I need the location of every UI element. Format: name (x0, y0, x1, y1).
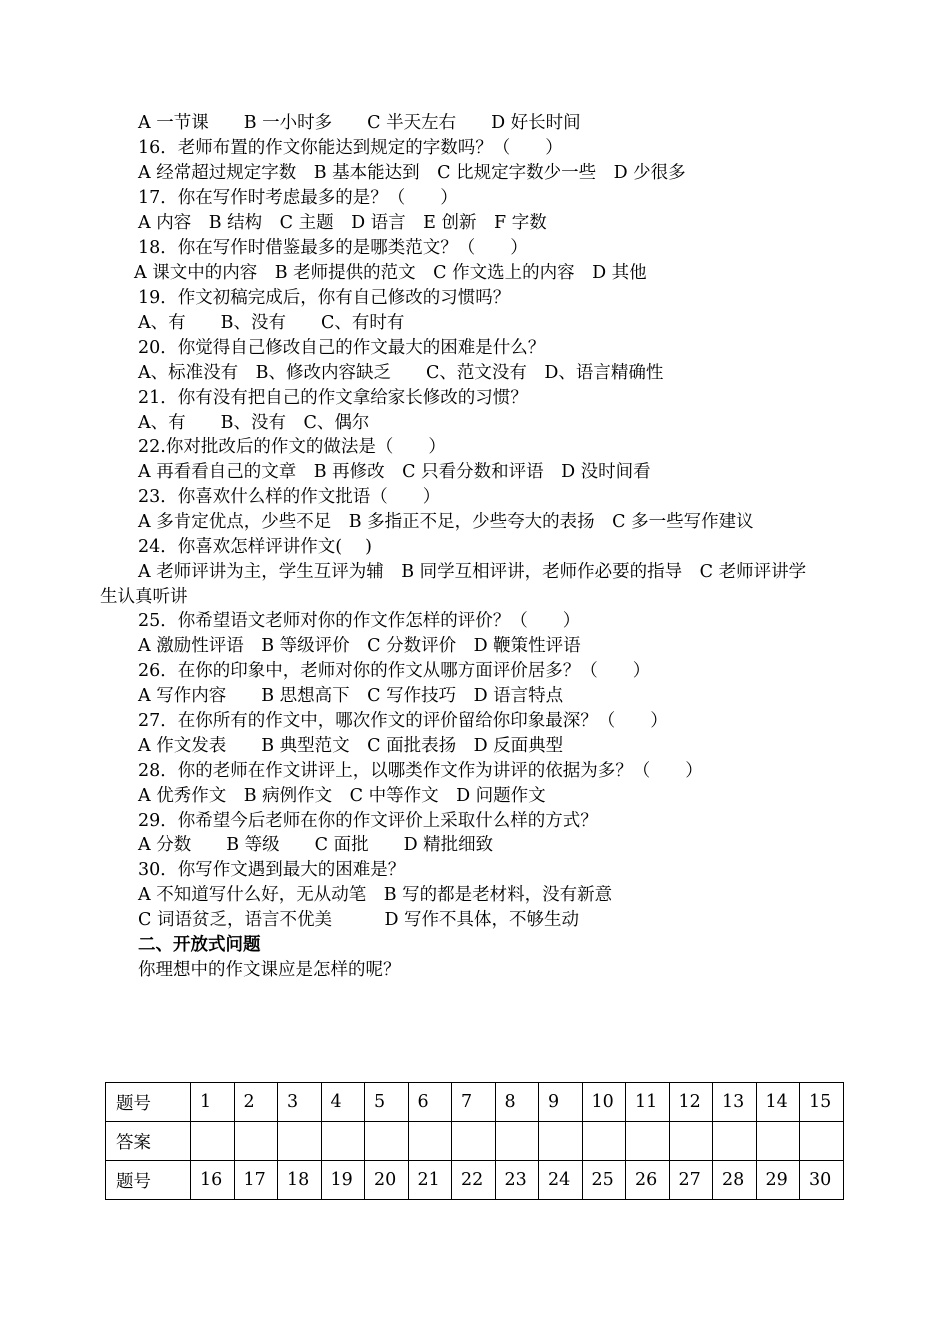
table-row (106, 1161, 844, 1200)
q18-options: A 课文中的内容 B 老师提供的范文 C 作文选上的内容 D 其他 (134, 263, 647, 283)
answer-cell (278, 1122, 322, 1161)
table-cell: 13 (713, 1083, 757, 1122)
answer-cell (800, 1122, 844, 1161)
q28-question: 28．你的老师在作文讲评上，以哪类作文作为讲评的依据为多？（ ） (138, 761, 703, 781)
answer-cell (452, 1122, 496, 1161)
answer-cell (669, 1122, 713, 1161)
q21-options: A、有 B、没有 C、偶尔 (138, 413, 370, 433)
table-header-cell: 题号 (106, 1083, 191, 1122)
q17-options: A 内容 B 结构 C 主题 D 语言 E 创新 F 字数 (138, 213, 547, 233)
answer-cell (756, 1122, 800, 1161)
table-cell: 16 (191, 1161, 235, 1200)
q24-question: 24．你喜欢怎样评讲作文( ) (138, 537, 372, 557)
table-header-cell: 答案 (106, 1122, 191, 1161)
table-cell: 18 (278, 1161, 322, 1200)
table-cell: 4 (321, 1083, 365, 1122)
answer-table (105, 1082, 844, 1200)
table-row (106, 1083, 844, 1122)
q23-options: A 多肯定优点，少些不足 B 多指正不足，少些夸大的表扬 C 多一些写作建议 (138, 512, 754, 532)
table-cell: 27 (669, 1161, 713, 1200)
q24-options-continued: 生认真听讲 (100, 587, 188, 607)
q20-options: A、标准没有 B、修改内容缺乏 C、范文没有 D、语言精确性 (138, 363, 664, 383)
table-cell: 25 (582, 1161, 626, 1200)
q26-question: 26．在你的印象中，老师对你的作文从哪方面评价居多？（ ） (138, 661, 651, 681)
q30-options-line1: A 不知道写什么好，无从动笔 B 写的都是老材料，没有新意 (138, 885, 613, 905)
answer-cell (191, 1122, 235, 1161)
table-cell: 30 (800, 1161, 844, 1200)
q22-question: 22.你对批改后的作文的做法是（ ） (138, 437, 446, 457)
table-cell: 23 (495, 1161, 539, 1200)
q15-options: A 一节课 B 一小时多 C 半天左右 D 好长时间 (138, 113, 581, 133)
answer-cell (408, 1122, 452, 1161)
table-cell: 5 (365, 1083, 409, 1122)
q22-options: A 再看看自己的文章 B 再修改 C 只看分数和评语 D 没时间看 (138, 462, 651, 482)
table-cell: 21 (408, 1161, 452, 1200)
q26-options: A 写作内容 B 思想高下 C 写作技巧 D 语言特点 (138, 686, 564, 706)
q27-question: 27．在你所有的作文中，哪次作文的评价留给你印象最深？（ ） (138, 711, 668, 731)
table-cell: 14 (756, 1083, 800, 1122)
table-cell: 3 (278, 1083, 322, 1122)
open-question: 你理想中的作文课应是怎样的呢？ (138, 960, 401, 980)
table-cell: 7 (452, 1083, 496, 1122)
q30-question: 30．你写作文遇到最大的困难是？ (138, 860, 406, 880)
q27-options: A 作文发表 B 典型范文 C 面批表扬 D 反面典型 (138, 736, 564, 756)
answer-cell (582, 1122, 626, 1161)
table-cell: 19 (321, 1161, 365, 1200)
answer-cell (495, 1122, 539, 1161)
answer-cell (626, 1122, 670, 1161)
q21-question: 21．你有没有把自己的作文拿给家长修改的习惯？ (138, 388, 528, 408)
table-cell: 20 (365, 1161, 409, 1200)
table-cell: 12 (669, 1083, 713, 1122)
table-cell: 24 (539, 1161, 583, 1200)
table-cell: 26 (626, 1161, 670, 1200)
table-cell: 29 (756, 1161, 800, 1200)
table-header-cell: 题号 (106, 1161, 191, 1200)
q18-question: 18．你在写作时借鉴最多的是哪类范文？（ ） (138, 238, 528, 258)
table-cell: 1 (191, 1083, 235, 1122)
q25-options: A 激励性评语 B 等级评价 C 分数评价 D 鞭策性评语 (138, 636, 581, 656)
table-cell: 10 (582, 1083, 626, 1122)
q30-options-line2: C 词语贫乏，语言不优美 D 写作不具体，不够生动 (138, 910, 580, 930)
table-row (106, 1122, 844, 1161)
q17-question: 17．你在写作时考虑最多的是？（ ） (138, 188, 458, 208)
q16-options: A 经常超过规定字数 B 基本能达到 C 比规定字数少一些 D 少很多 (138, 163, 686, 183)
q29-options: A 分数 B 等级 C 面批 D 精批细致 (138, 835, 494, 855)
table-cell: 8 (495, 1083, 539, 1122)
q23-question: 23．你喜欢什么样的作文批语（ ） (138, 487, 441, 507)
table-cell: 11 (626, 1083, 670, 1122)
answer-cell (365, 1122, 409, 1161)
q20-question: 20．你觉得自己修改自己的作文最大的困难是什么？ (138, 338, 546, 358)
answer-cell (234, 1122, 278, 1161)
table-cell: 9 (539, 1083, 583, 1122)
table-cell: 22 (452, 1161, 496, 1200)
q19-options: A、有 B、没有 C、有时有 (138, 313, 405, 333)
answer-cell (321, 1122, 365, 1161)
answer-cell (713, 1122, 757, 1161)
q29-question: 29．你希望今后老师在你的作文评价上采取什么样的方式？ (138, 811, 598, 831)
answer-cell (539, 1122, 583, 1161)
q16-question: 16．老师布置的作文你能达到规定的字数吗？（ ） (138, 138, 563, 158)
table-cell: 17 (234, 1161, 278, 1200)
table-cell: 15 (800, 1083, 844, 1122)
q28-options: A 优秀作文 B 病例作文 C 中等作文 D 问题作文 (138, 786, 546, 806)
q25-question: 25．你希望语文老师对你的作文作怎样的评价？（ ） (138, 611, 581, 631)
table-cell: 6 (408, 1083, 452, 1122)
table-cell: 2 (234, 1083, 278, 1122)
table-cell: 28 (713, 1161, 757, 1200)
section-heading: 二、开放式问题 (138, 935, 261, 955)
q24-options: A 老师评讲为主，学生互评为辅 B 同学互相评讲，老师作必要的指导 C 老师评讲学 (138, 562, 807, 582)
q19-question: 19．作文初稿完成后，你有自己修改的习惯吗？ (138, 288, 511, 308)
